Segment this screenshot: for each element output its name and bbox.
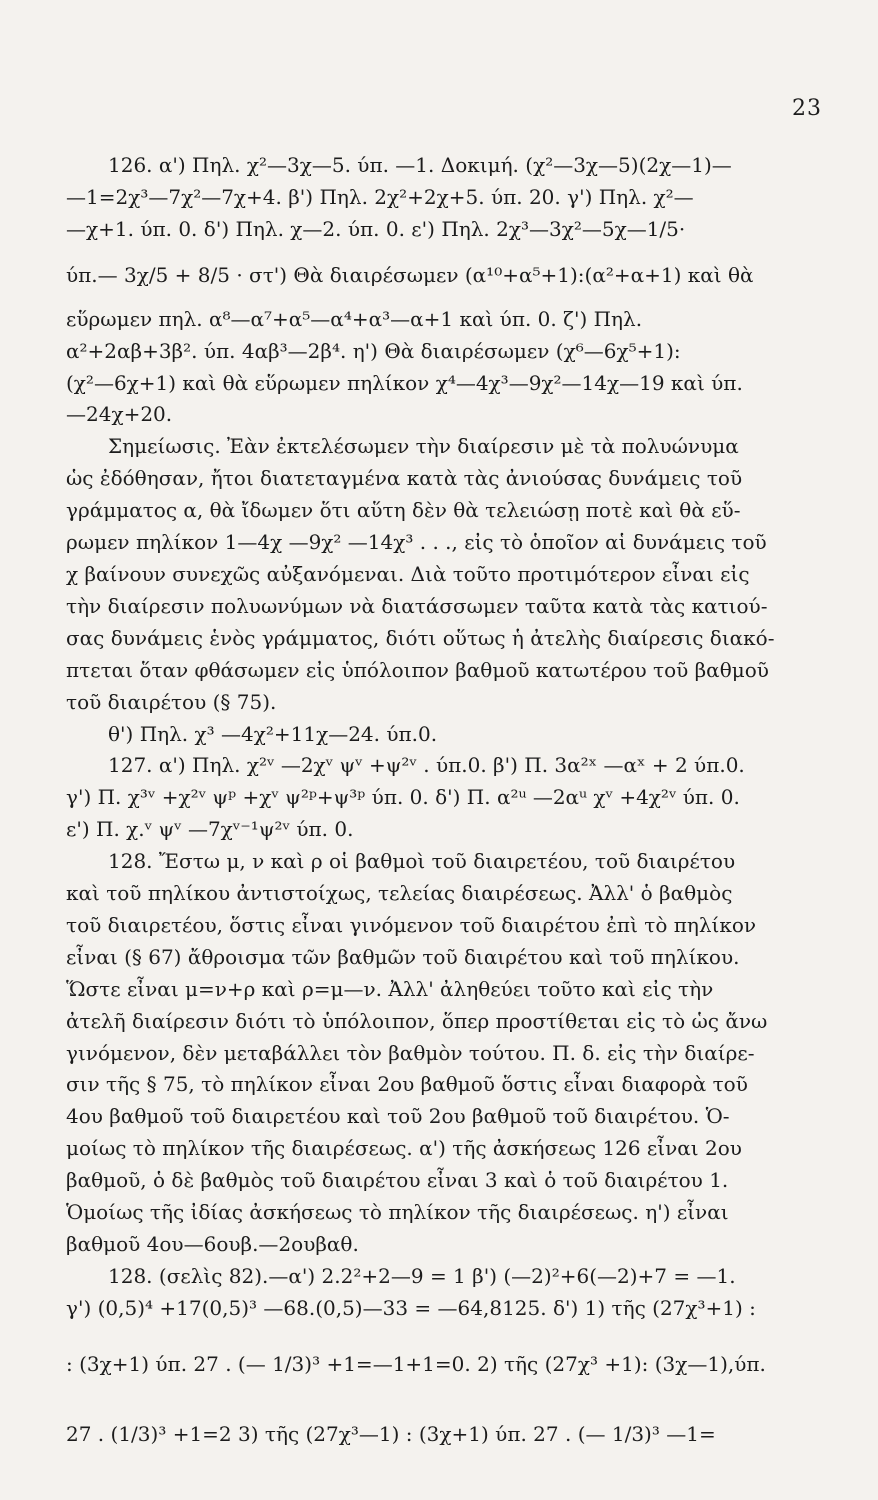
text-line: καὶ τοῦ πηλίκου ἀντιστοίχως, τελείας διαιρέσεως. Ἀλλ' ὁ βαθμὸς bbox=[66, 881, 733, 906]
text-line: γ') Π. χ³ᵛ +χ²ᵛ ψᵖ +χᵛ ψ²ᵖ+ψ³ᵖ ύπ. 0. δ') Π. α²ᵘ —2αᵘ χᵛ +4χ²ᵛ ύπ. 0. bbox=[66, 785, 740, 810]
text-line: —1=2χ³—7χ²—7χ+4. β') Πηλ. 2χ²+2χ+5. ύπ. 20. γ') Πηλ. χ²— bbox=[66, 184, 694, 209]
text-line: εἶναι (§ 67) ἄθροισμα τῶν βαθμῶν τοῦ διαιρέτου καὶ τοῦ πηλίκου. bbox=[66, 944, 740, 969]
text-line: (χ²—6χ+1) καὶ θὰ εὕρωμεν πηλίκον χ⁴—4χ³—9χ²—14χ—19 καὶ ύπ. bbox=[66, 370, 743, 395]
text-line: 27 . (1/3)³ +1=2 3) τῆς (27χ³—1) : (3χ+1) ύπ. 27 . (— 1/3)³ —1= bbox=[66, 1421, 716, 1446]
text-line: ἀτελῆ διαίρεσιν διότι τὸ ὑπόλοιπον, ὅπερ προστίθεται εἰς τὸ ὡς ἄνω bbox=[66, 1008, 768, 1033]
text-line: τὴν διαίρεσιν πολυωνύμων νὰ διατάσσωμεν ταῦτα κατὰ τὰς κατιού- bbox=[66, 593, 768, 618]
text-line: 4ου βαθμοῦ τοῦ διαιρετέου καὶ τοῦ 2ου βαθμοῦ τοῦ διαιρέτου. Ὁ- bbox=[66, 1104, 730, 1129]
text-line: τοῦ διαιρέτου (§ 75). bbox=[66, 689, 277, 714]
text-line: ε') Π. χ.ᵛ ψᵛ —7χᵛ⁻¹ψ²ᵛ ύπ. 0. bbox=[66, 817, 354, 842]
text-line: πτεται ὅταν φθάσωμεν εἰς ὑπόλοιπον βαθμοῦ κατωτέρου τοῦ βαθμοῦ bbox=[66, 657, 769, 682]
text-line: θ') Πηλ. χ³ —4χ²+11χ—24. ύπ.0. bbox=[108, 721, 438, 746]
text-line: Σημείωσις. Ἐὰν ἐκτελέσωμεν τὴν διαίρεσιν μὲ τὰ πολυώνυμα bbox=[108, 434, 739, 459]
text-line: σιν τῆς § 75, τὸ πηλίκον εἶναι 2ου βαθμοῦ ὅστις εἶναι διαφορὰ τοῦ bbox=[66, 1072, 748, 1097]
text-line: 128. (σελὶς 82).—α') 2.2²+2—9 = 1 β') (—2)²+6(—2)+7 = —1. bbox=[108, 1263, 736, 1288]
text-line: τοῦ διαιρετέου, ὅστις εἶναι γινόμενον τοῦ διαιρέτου ἐπὶ τὸ πηλίκον bbox=[66, 912, 757, 937]
text-line: σας δυνάμεις ἑνὸς γράμματος, διότι οὕτως ἡ ἀτελὴς διαίρεσις διακό- bbox=[66, 625, 775, 650]
text-line: 127. α') Πηλ. χ²ᵛ —2χᵛ ψᵛ +ψ²ᵛ . ύπ.0. β') Π. 3α²ˣ —αˣ + 2 ύπ.0. bbox=[108, 753, 745, 778]
text-line: γινόμενον, δὲν μεταβάλλει τὸν βαθμὸν τούτου. Π. δ. εἰς τὴν διαίρε- bbox=[66, 1040, 755, 1065]
page-body bbox=[66, 150, 838, 1465]
text-line: χ βαίνουν συνεχῶς αὐξανόμεναι. Διὰ τοῦτο προτιμότερον εἶναι εἰς bbox=[66, 561, 750, 586]
text-line: βαθμοῦ, ὁ δὲ βαθμὸς τοῦ διαιρέτου εἶναι 3 καὶ ὁ τοῦ διαιρέτου 1. bbox=[66, 1168, 729, 1193]
text-line: —χ+1. ύπ. 0. δ') Πηλ. χ—2. ύπ. 0. ε') Πηλ. 2χ³—3χ²—5χ—1/5· bbox=[66, 216, 686, 241]
text-line: μοίως τὸ πηλίκον τῆς διαιρέσεως. α') τῆς ἀσκήσεως 126 εἶναι 2ου bbox=[66, 1136, 742, 1161]
text-line: 128. Ἔστω μ, ν καὶ ρ οἱ βαθμοὶ τοῦ διαιρετέου, τοῦ διαιρέτου bbox=[108, 849, 736, 874]
text-line: γ') (0,5)⁴ +17(0,5)³ —68.(0,5)—33 = —64,8125. δ') 1) τῆς (27χ³+1) : bbox=[66, 1295, 756, 1320]
text-line: 126. α') Πηλ. χ²—3χ—5. ύπ. —1. Δοκιμή. (χ²—3χ—5)(2χ—1)— bbox=[108, 153, 732, 177]
text-line: : (3χ+1) ύπ. 27 . (— 1/3)³ +1=—1+1=0. 2) τῆς (27χ³ +1): (3χ—1),ύπ. bbox=[66, 1351, 766, 1376]
text-line: α²+2αβ+3β². ύπ. 4αβ³—2β⁴. η') Θὰ διαιρέσωμεν (χ⁶—6χ⁵+1): bbox=[66, 338, 681, 363]
text-line: Ὁμοίως τῆς ἰδίας ἀσκήσεως τὸ πηλίκον τῆς διαιρέσεως. η') εἶναι bbox=[66, 1200, 729, 1225]
text-line: ύπ.— 3χ/5 + 8/5 · στ') Θὰ διαιρέσωμεν (α¹⁰+α⁵+1):(α²+α+1) καὶ θὰ bbox=[66, 262, 754, 287]
text-line: Ὥστε εἶναι μ=ν+ρ καὶ ρ=μ—ν. Ἀλλ' ἀληθεύει τοῦτο καὶ εἰς τὴν bbox=[66, 976, 714, 1001]
page-number: 23 bbox=[792, 96, 822, 121]
text-line: —24χ+20. bbox=[66, 402, 173, 427]
text-line: γράμματος α, θὰ ἴδωμεν ὅτι αὕτη δὲν θὰ τελειώσῃ ποτὲ καὶ θὰ εὕ- bbox=[66, 498, 741, 523]
text-line: ρωμεν πηλίκον 1—4χ —9χ² —14χ³ . . ., εἰς τὸ ὁποῖον αἱ δυνάμεις τοῦ bbox=[66, 530, 767, 555]
text-line: εὕρωμεν πηλ. α⁸—α⁷+α⁵—α⁴+α³—α+1 καὶ ύπ. 0. ζ') Πηλ. bbox=[66, 306, 643, 331]
text-line: βαθμοῦ 4ου—6ουβ.—2ουβαθ. bbox=[66, 1232, 359, 1256]
text-line: ὡς ἐδόθησαν, ἤτοι διατεταγμένα κατὰ τὰς ἀνιούσας δυνάμεις τοῦ bbox=[66, 466, 743, 491]
